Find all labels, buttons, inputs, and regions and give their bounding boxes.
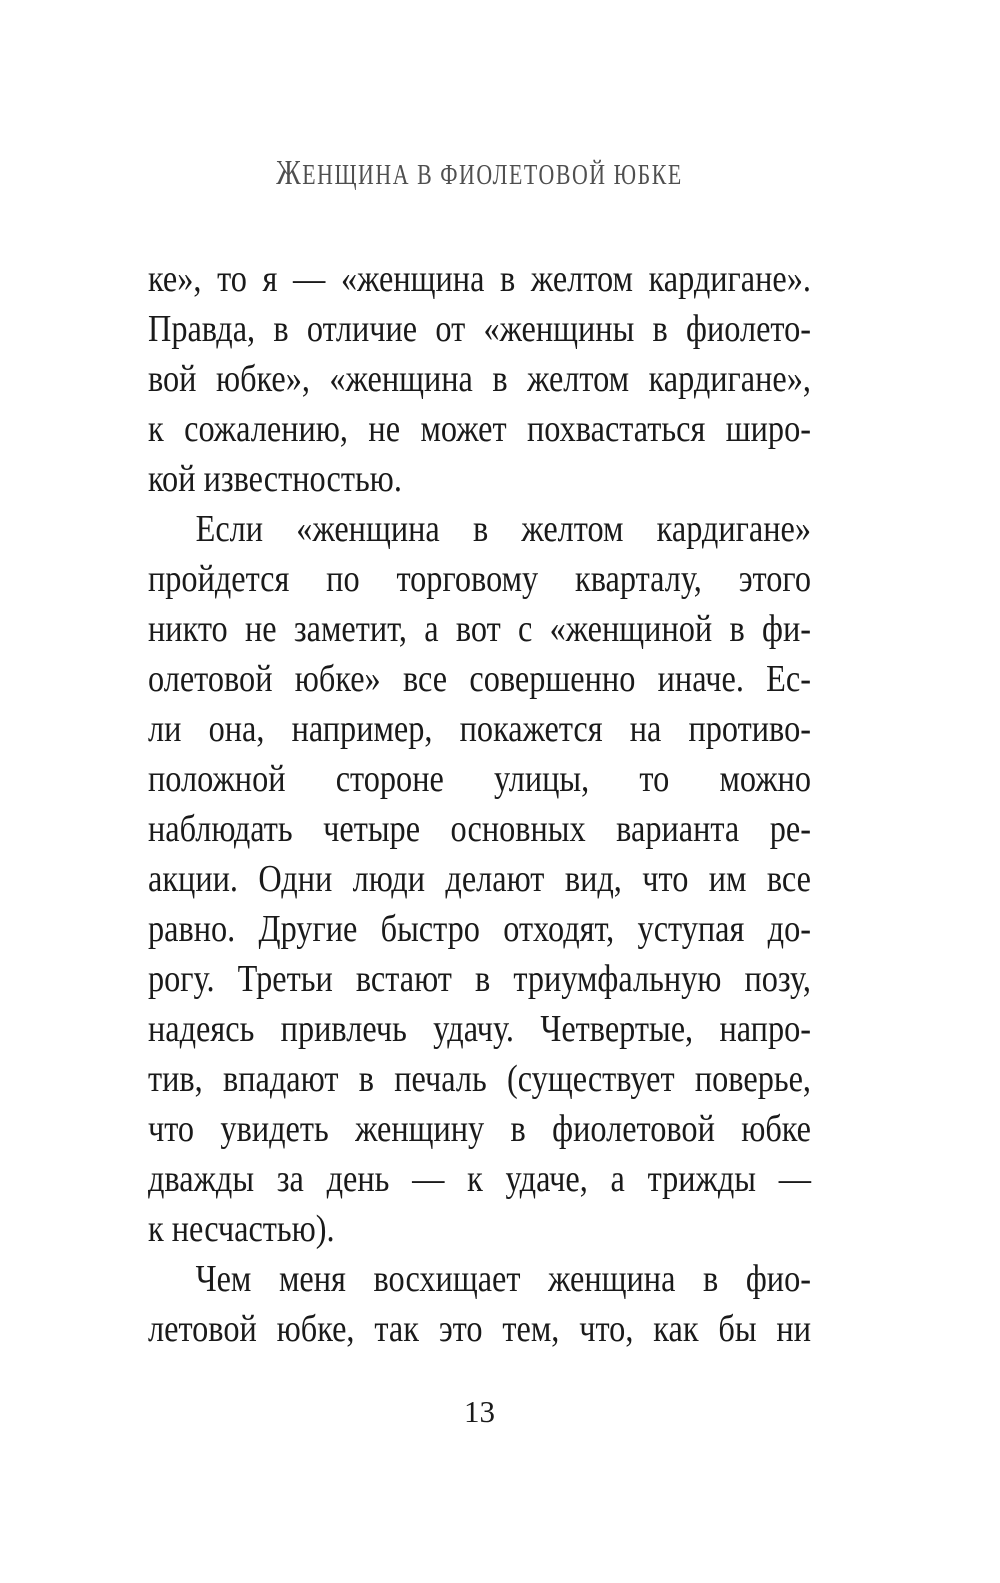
text-line: Если «женщина в желтом кардигане» <box>195 508 812 550</box>
text-line: ли она, например, покажется на противо- <box>148 708 811 750</box>
text-line: наблюдать четыре основных варианта ре- <box>148 808 811 850</box>
text-line: кой известностью. <box>148 458 402 500</box>
text-line: летовой юбке, так это тем, что, как бы ни <box>148 1308 811 1350</box>
text-line: что увидеть женщину в фиолетовой юбке <box>148 1108 811 1150</box>
text-line: равно. Другие быстро отходят, уступая до- <box>148 908 811 950</box>
text-line: олетовой юбке» все совершенно иначе. Ес- <box>148 658 811 700</box>
text-line: Чем меня восхищает женщина в фио- <box>195 1258 812 1300</box>
text-line: тив, впадают в печаль (существует поверье, <box>148 1058 811 1100</box>
text-line: вой юбке», «женщина в желтом кардигане», <box>148 358 811 400</box>
text-line: рогу. Третьи встают в триумфальную позу, <box>148 958 811 1000</box>
text-line: надеясь привлечь удачу. Четвертые, напро- <box>148 1008 811 1050</box>
running-header: ЖЕНЩИНА В ФИОЛЕТОВОЙ ЮБКЕ <box>276 153 683 192</box>
text-line: к несчастью). <box>148 1208 335 1250</box>
text-line: пройдется по торговому кварталу, этого <box>148 558 811 600</box>
text-line: к сожалению, не может похвастаться широ- <box>148 408 811 450</box>
text-line: ке», то я — «женщина в желтом кардигане». <box>148 258 811 300</box>
text-line: дважды за день — к удаче, а трижды — <box>148 1158 811 1200</box>
text-block <box>148 254 811 1354</box>
text-line: никто не заметит, а вот с «женщиной в фи- <box>148 608 811 650</box>
text-line: положной стороне улицы, то можно <box>148 758 811 800</box>
page-number: 13 <box>464 1394 495 1429</box>
text-line: Правда, в отличие от «женщины в фиолето- <box>148 308 811 350</box>
text-line: акции. Одни люди делают вид, что им все <box>148 858 811 900</box>
